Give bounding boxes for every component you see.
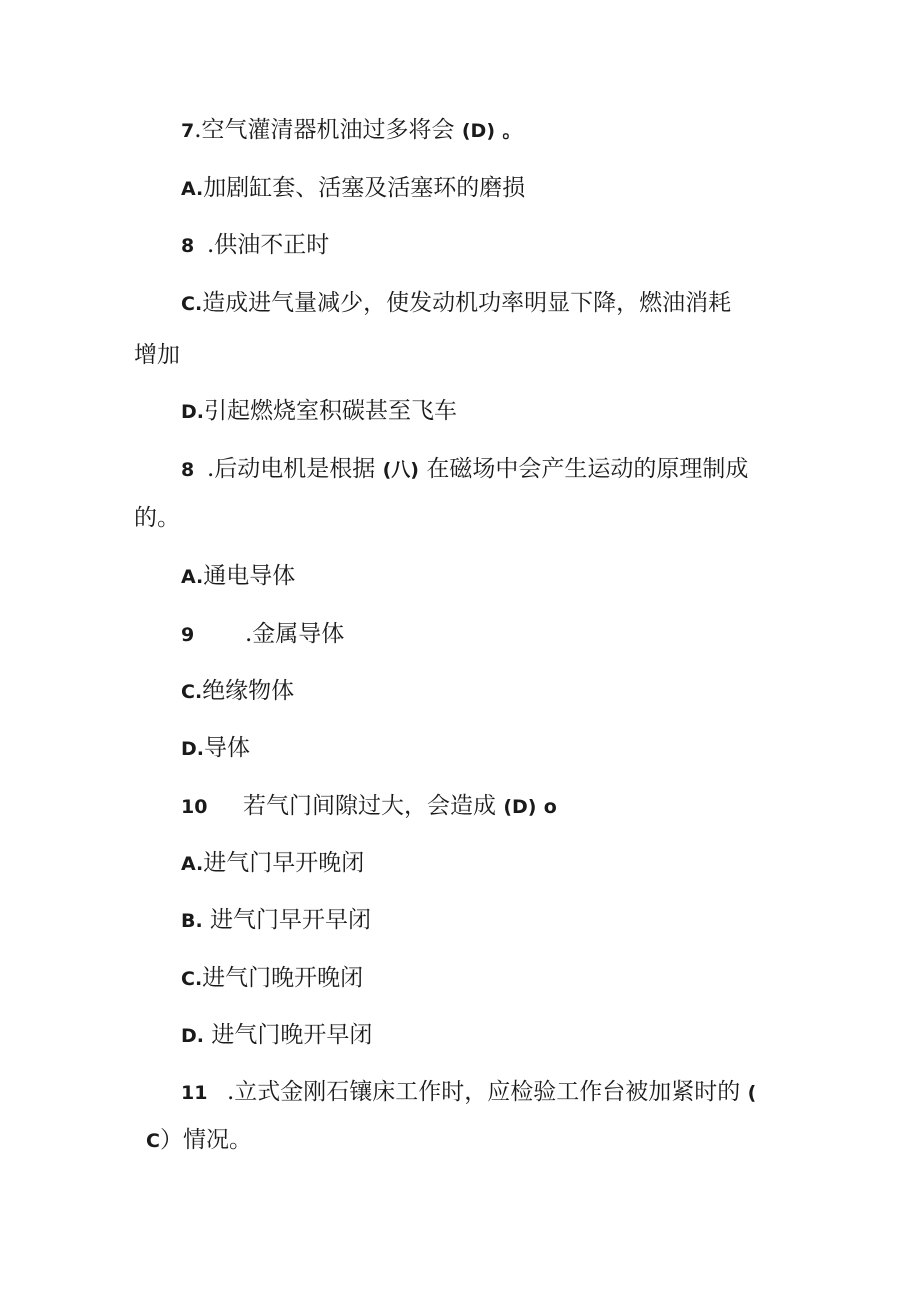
question-10 xyxy=(181,791,557,822)
option-text: 加剧缸套、活塞及活塞环的磨损 xyxy=(203,175,526,201)
option-letter: C. xyxy=(181,968,203,990)
option-letter: C. xyxy=(181,681,203,703)
option-b xyxy=(181,905,371,936)
option-c xyxy=(181,963,363,994)
option-letter: A. xyxy=(181,853,204,875)
question-number: 8 xyxy=(181,235,195,257)
option-letter: D. xyxy=(181,738,204,760)
option-letter: A. xyxy=(181,566,204,588)
question-text-2: 在磁场中会产生运动的原理制成 xyxy=(426,456,749,482)
answer-key: (D) xyxy=(461,120,495,142)
option-d xyxy=(181,396,457,427)
question-end: o xyxy=(543,796,557,818)
question-text: 若气门间隙过大，会造成 xyxy=(243,793,496,819)
option-letter: D. xyxy=(181,1025,204,1047)
question-9 xyxy=(181,619,344,650)
option-text: 导体 xyxy=(204,735,250,761)
option-d xyxy=(181,733,250,764)
question-text: .立式金刚石镶床工作时，应检验工作台被加紧时的 xyxy=(227,1079,741,1105)
question-7 xyxy=(181,115,521,146)
question-text: .金属导体 xyxy=(245,621,345,647)
answer-key: C xyxy=(146,1130,160,1152)
option-d xyxy=(181,1020,372,1051)
option-c xyxy=(181,676,294,707)
question-text: .空气灌清器机油过多将会 xyxy=(194,117,455,143)
question-continuation: 的。 xyxy=(134,505,180,531)
answer-key: (八) xyxy=(382,459,419,481)
question-11 xyxy=(181,1077,756,1108)
option-letter: A. xyxy=(181,178,204,200)
option-text: 造成进气量减少，使发动机功率明显下降，燃油消耗 xyxy=(202,290,732,316)
question-number: 11 xyxy=(181,1082,208,1104)
question-number: 8 xyxy=(181,459,195,481)
option-letter: B. xyxy=(181,910,203,932)
option-text: 进气门晚开晚闭 xyxy=(202,965,364,991)
question-end: ）情况。 xyxy=(159,1127,252,1153)
question-text: .供油不正时 xyxy=(207,232,330,258)
option-a xyxy=(181,173,525,204)
question-continuation xyxy=(146,1125,252,1156)
option-text: 引起燃烧室积碳甚至飞车 xyxy=(204,398,457,424)
option-letter: C. xyxy=(181,293,203,315)
question-text: .后动电机是根据 xyxy=(207,456,376,482)
option-c-continuation: 增加 xyxy=(134,342,180,368)
option-text: 绝缘物体 xyxy=(202,678,295,704)
option-text: 进气门早开早闭 xyxy=(210,907,372,933)
question-number: 9 xyxy=(181,624,195,646)
option-text: 进气门早开晚闭 xyxy=(203,850,365,876)
question-number: 7 xyxy=(181,120,195,142)
option-c xyxy=(181,288,731,319)
question-8-motor xyxy=(181,454,748,485)
option-text: 进气门晚开早闭 xyxy=(211,1022,373,1048)
answer-key: (D) xyxy=(503,796,537,818)
option-a xyxy=(181,561,295,592)
question-end: 。 xyxy=(502,120,522,142)
open-paren: ( xyxy=(747,1082,757,1104)
option-text: 通电导体 xyxy=(203,563,296,589)
question-number: 10 xyxy=(181,796,208,818)
question-8 xyxy=(181,230,329,261)
option-a xyxy=(181,848,364,879)
option-letter: D. xyxy=(181,401,204,423)
